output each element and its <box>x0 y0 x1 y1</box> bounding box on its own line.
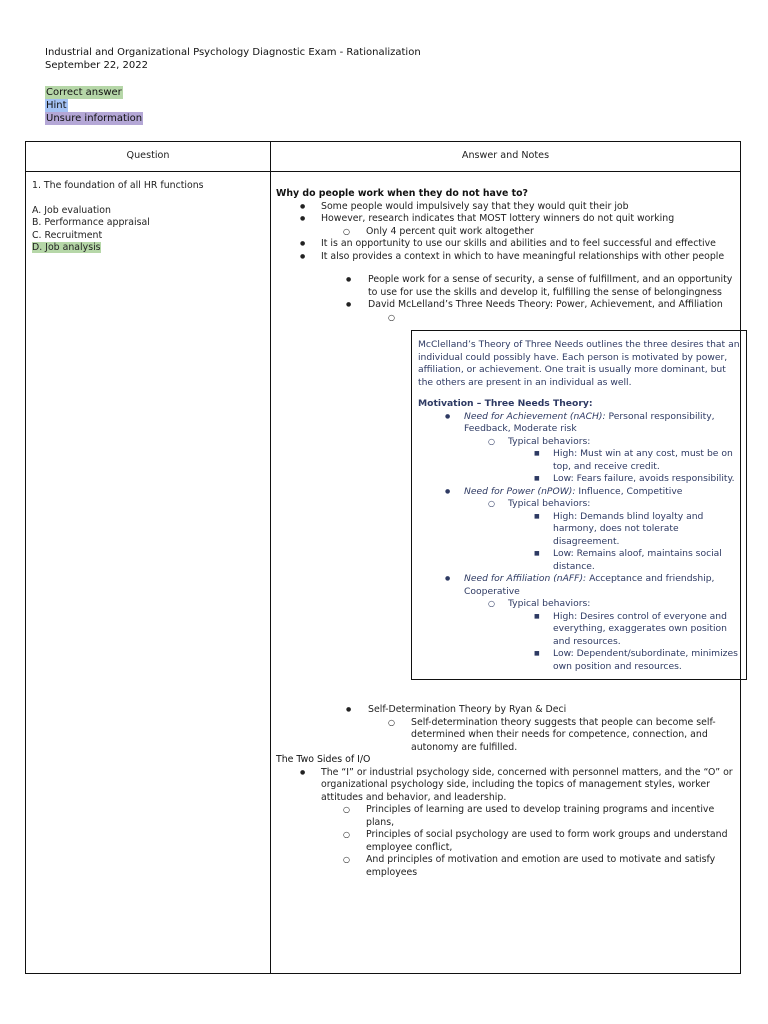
option-a: A. Job evaluation <box>32 204 111 216</box>
color-legend <box>45 86 143 125</box>
note-security: ● People work for a sense of security, a sense of fulfillment, and an opportunity to use for use the skills and develop it, fulfilling the sense of belongingness <box>276 274 734 299</box>
three-needs-box <box>411 330 747 680</box>
document-title: Industrial and Organizational Psychology Diagnostic Exam - Rationalization <box>45 47 421 58</box>
ach-high: ■ High: Must win at any cost, must be on top, and receive credit. <box>418 448 740 473</box>
bullet-social: ○ Principles of social psychology are used to form work groups and understand employee conflict, <box>276 829 734 854</box>
aff-typical-behaviors: ○ Typical behaviors: <box>418 598 740 611</box>
rationalization-table <box>25 141 741 974</box>
box-intro: McClelland’s Theory of Three Needs outlines the three desires that an individual could possibly have. Each person is motivated by power, affiliation, or achievement. One trait is usually more dominant, but the others are present in an individual as well. <box>418 339 740 388</box>
bullet-context: ● It also provides a context in which to have meaningful relationships with other people <box>276 251 734 264</box>
note-self-determination: ● Self-Determination Theory by Ryan & Deci <box>276 704 734 717</box>
column-header-question: Question <box>26 142 271 172</box>
legend-correct: Correct answer <box>46 87 122 98</box>
bullet-four-percent: ○ Only 4 percent quit work altogether <box>276 226 734 239</box>
question-cell <box>26 172 271 974</box>
option-c: C. Recruitment <box>32 229 103 241</box>
answer-cell <box>271 172 741 974</box>
note-sdt-detail: ○ Self-determination theory suggests that people can become self-determined when their needs for competence, connection, and autonomy are fulfilled. <box>276 717 734 755</box>
bullet-i-o-sides: ● The “I” or industrial psychology side, concerned with personnel matters, and the “O” or organizational psychology side, including the topics of management styles, worker attitudes and behavior, and leadership. <box>276 767 734 805</box>
aff-low: ■ Low: Dependent/subordinate, minimizes own position and resources. <box>418 648 740 673</box>
need-achievement: ● Need for Achievement (nACH): Personal responsibility, Feedback, Moderate risk <box>418 411 740 436</box>
bullet-quit-job: ● Some people would impulsively say that they would quit their job <box>276 201 734 214</box>
bullet-learning: ○ Principles of learning are used to develop training programs and incentive plans, <box>276 804 734 829</box>
pow-high: ■ High: Demands blind loyalty and harmony, does not tolerate disagreement. <box>418 511 740 549</box>
ach-low: ■ Low: Fears failure, avoids responsibility. <box>418 473 740 486</box>
bullet-opportunity: ● It is an opportunity to use our skills and abilities and to feel successful and effective <box>276 238 734 251</box>
need-affiliation: ● Need for Affiliation (nAFF): Acceptance and friendship, Cooperative <box>418 573 740 598</box>
option-b: B. Performance appraisal <box>32 217 150 228</box>
pow-typical-behaviors: ○ Typical behaviors: <box>418 498 740 511</box>
heading-why-work: Why do people work when they do not have to? <box>276 188 528 199</box>
question-stem: 1. The foundation of all HR functions <box>32 180 204 191</box>
bullet-lottery: ● However, research indicates that MOST lottery winners do not quit working <box>276 213 734 226</box>
pow-low: ■ Low: Remains aloof, maintains social distance. <box>418 548 740 573</box>
ach-typical-behaviors: ○ Typical behaviors: <box>418 436 740 449</box>
note-empty-sub <box>276 312 734 325</box>
heading-two-sides: The Two Sides of I/O <box>276 754 371 765</box>
legend-hint: Hint <box>46 100 67 111</box>
document-date: September 22, 2022 <box>45 60 148 71</box>
document-header <box>45 46 421 72</box>
box-title: Motivation – Three Needs Theory: <box>418 398 593 409</box>
note-mcclelland: ● David McLelland’s Three Needs Theory: Power, Achievement, and Affiliation <box>276 299 734 312</box>
legend-unsure: Unsure information <box>46 113 143 124</box>
need-power: ● Need for Power (nPOW): Influence, Competitive <box>418 486 740 499</box>
bullet-motivation: ○ And principles of motivation and emotion are used to motivate and satisfy employees <box>276 854 734 879</box>
option-d-correct: D. Job analysis <box>32 242 101 253</box>
aff-high: ■ High: Desires control of everyone and everything, exaggerates own position and resources. <box>418 611 740 649</box>
column-header-answer: Answer and Notes <box>271 142 741 172</box>
